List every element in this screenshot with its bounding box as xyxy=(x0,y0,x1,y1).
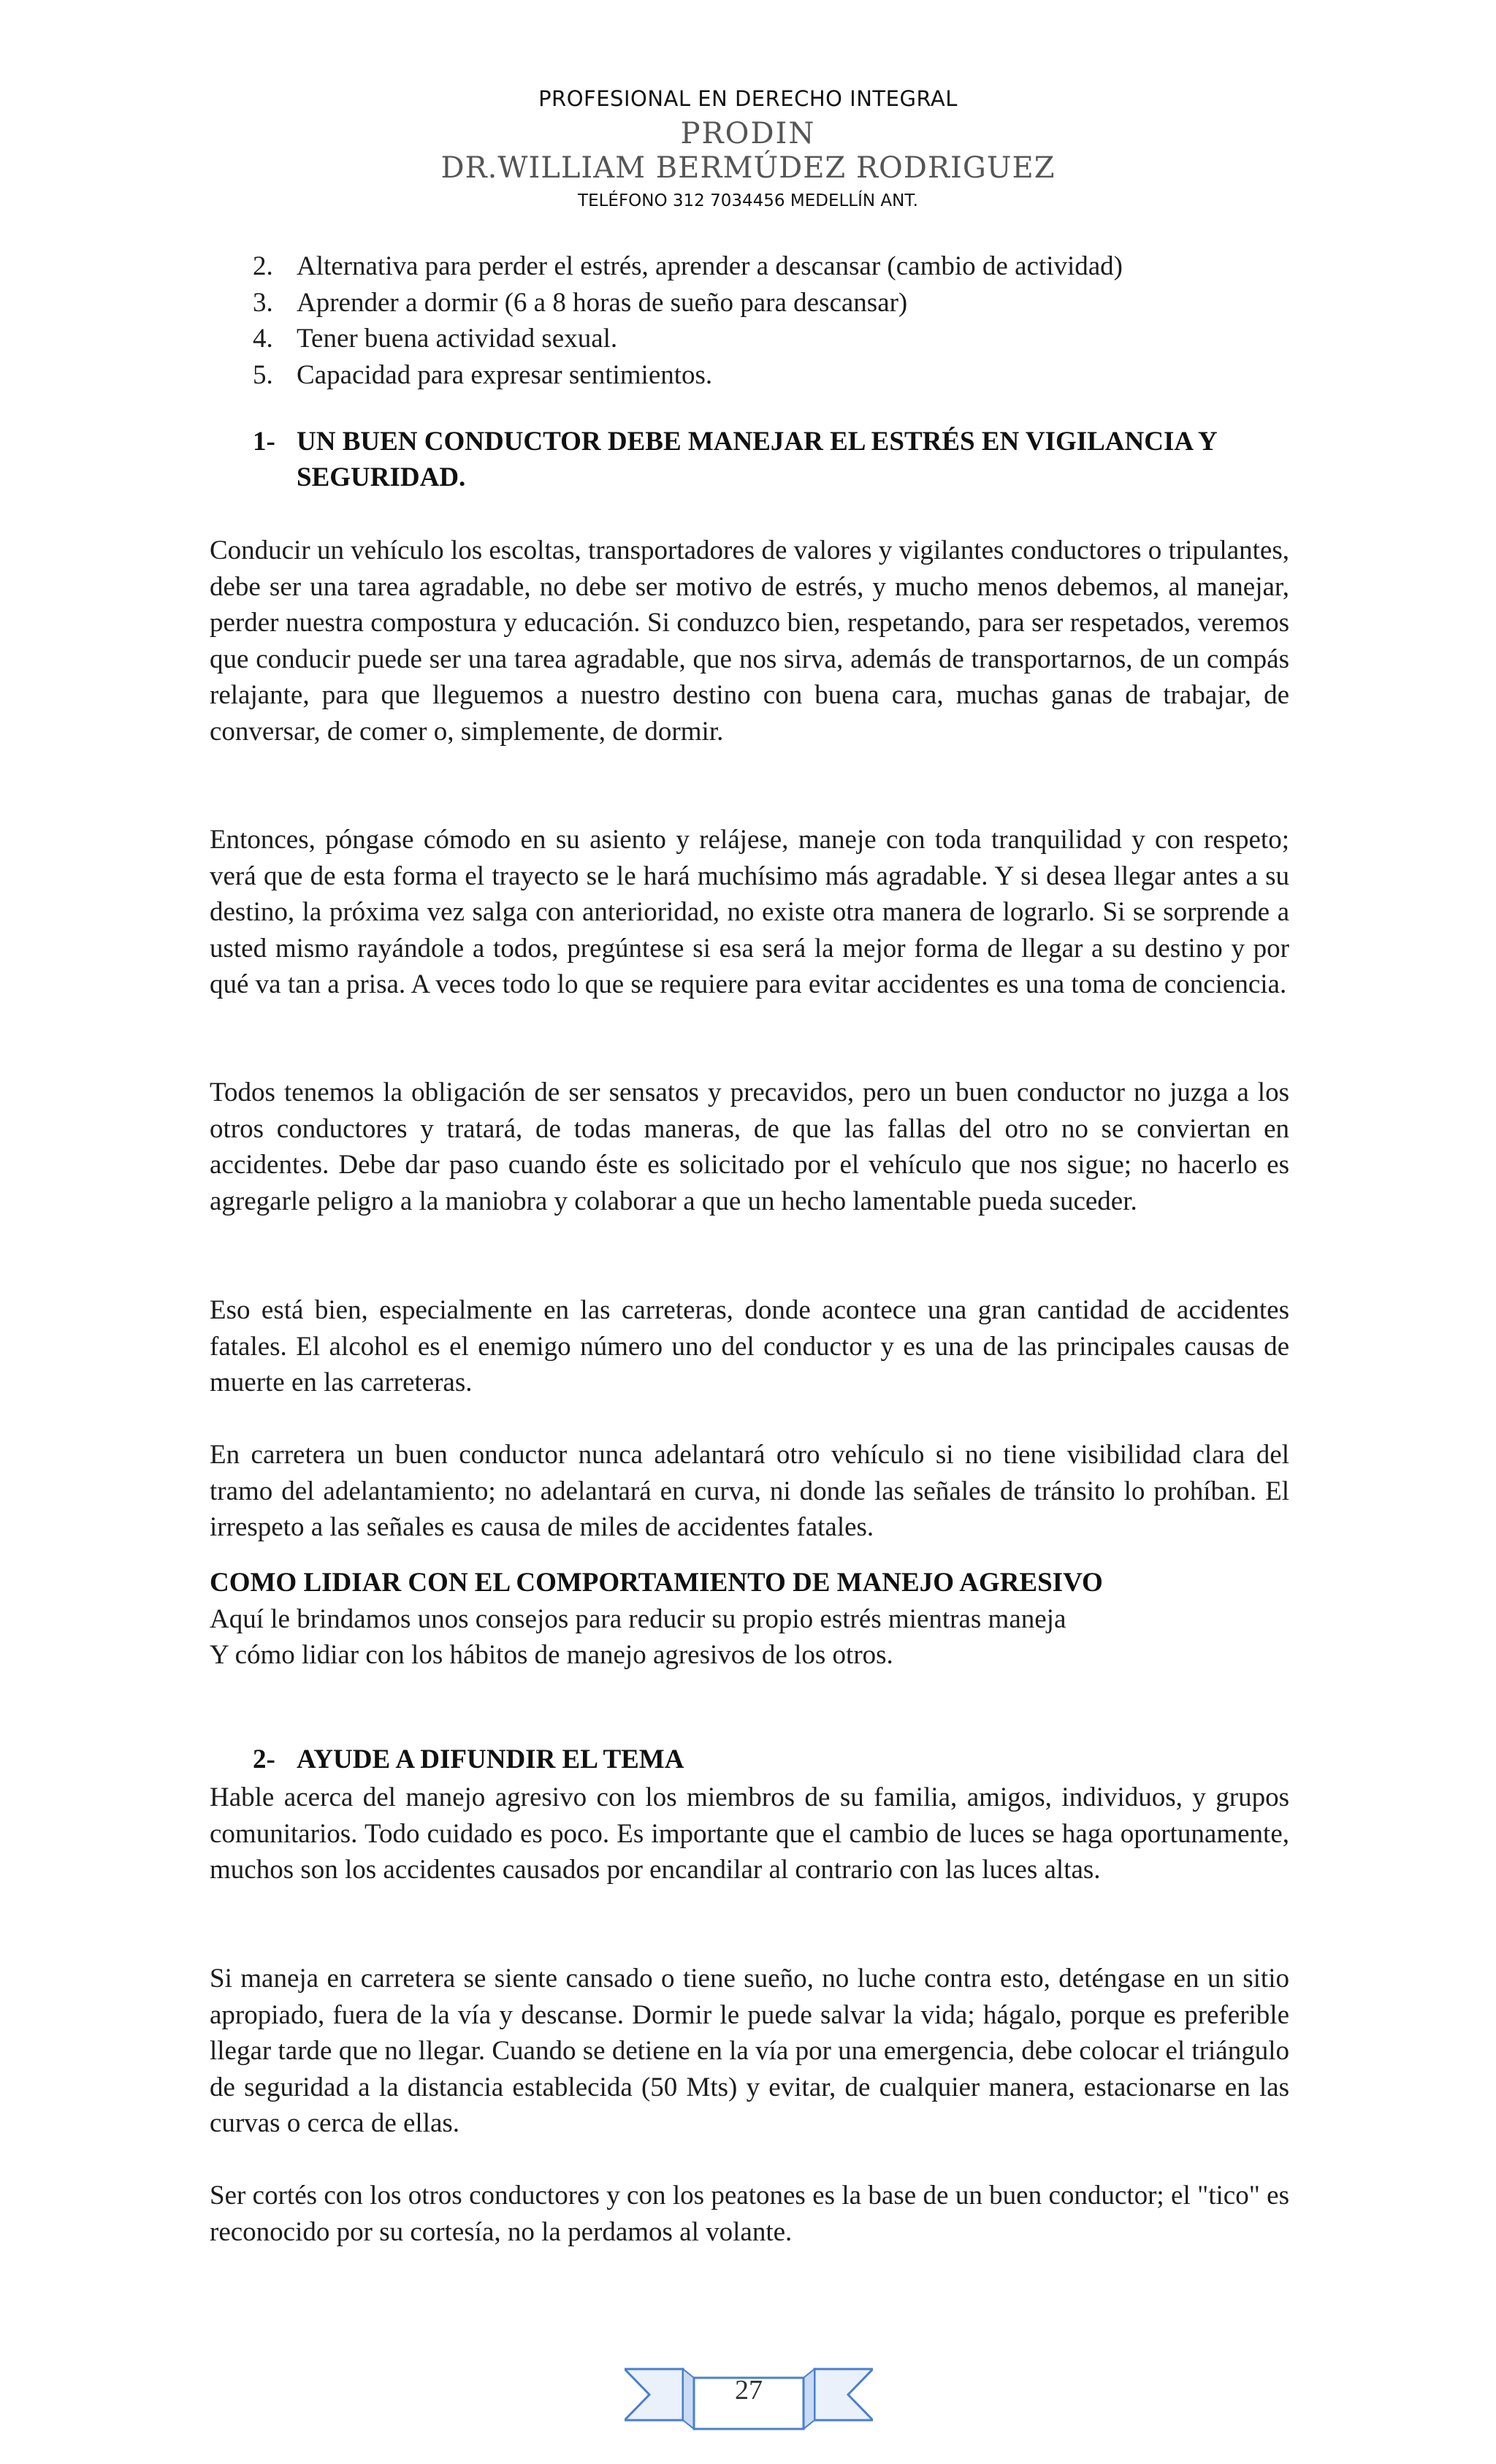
section-1-title: UN BUEN CONDUCTOR DEBE MANEJAR EL ESTRÉS EN VIGILANCIA Y SEGURIDAD. xyxy=(297,427,1217,492)
list-item-text: Tener buena actividad sexual. xyxy=(297,324,618,354)
list-item-number: 4. xyxy=(253,324,273,354)
agresivo-intro-line: Y cómo lidiar con los hábitos de manejo agresivos de los otros. xyxy=(210,1640,893,1670)
list-item xyxy=(253,357,1312,394)
list-item-number: 5. xyxy=(253,359,273,390)
section-2-number: 2- xyxy=(253,1744,275,1774)
section-2-heading xyxy=(253,1742,1290,1777)
page-number: 27 xyxy=(735,2375,763,2406)
tips-list xyxy=(253,248,1312,393)
section-1-heading xyxy=(253,424,1290,495)
paragraph: Eso está bien, especialmente en las carreteras, donde acontece una gran cantidad de accidentes fatales. El alcohol es el enemigo número uno del conductor y es una de las principales causas de muerte en las carreteras. xyxy=(210,1295,1289,1397)
paragraph: Todos tenemos la obligación de ser sensatos y precavidos, pero un buen conductor no juzga a los otros conductores y tratará, de todas maneras, de que las fallas del otro no se conviertan en accidentes. Debe dar paso cuando éste es solicitado por el vehículo que nos sigue; no hacerlo es agregarle peligro a la maniobra y colaborar a que un hecho lamentable pueda suceder. xyxy=(210,1077,1289,1216)
list-item-number: 2. xyxy=(253,251,273,281)
list-item-number: 3. xyxy=(253,287,273,318)
list-item xyxy=(253,248,1312,285)
list-item-text: Aprender a dormir (6 a 8 horas de sueño para descansar) xyxy=(297,287,908,318)
paragraph: Si maneja en carretera se siente cansado o tiene sueño, no luche contra esto, deténgase en un sitio apropiado, fuera de la vía y descanse. Dormir le puede salvar la vida; hágalo, porque es preferible llegar tarde que no llegar. Cuando se detiene en la vía por una emergencia, debe colocar el triángulo de seguridad a la distancia establecida (50 Mts) y evitar, de cualquier manera, estacionarse en las curvas o cerca de ellas. xyxy=(210,1964,1289,2138)
paragraph: Entonces, póngase cómodo en su asiento y relájese, maneje con toda tranquilidad y con respeto; verá que de esta forma el trayecto se le hará muchísimo más agradable. Y si desea llegar antes a su destino, la próxima vez salga con anterioridad, no existe otra manera de lograrlo. Si se sorprende a usted mismo rayándole a todos, pregúntese si esa será la mejor forma de llegar a su destino y por qué va tan a prisa. A veces todo lo que se requiere para evitar accidentes es una toma de conciencia. xyxy=(210,825,1289,999)
header-profession: PROFESIONAL EN DERECHO INTEGRAL xyxy=(538,86,958,111)
section-1-number: 1- xyxy=(253,427,275,457)
header-author: DR.WILLIAM BERMÚDEZ RODRIGUEZ xyxy=(440,151,1056,185)
section-2-title: AYUDE A DIFUNDIR EL TEMA xyxy=(297,1744,684,1774)
paragraph: En carretera un buen conductor nunca adelantará otro vehículo si no tiene visibilidad clara del tramo del adelantamiento; no adelantará en curva, ni donde las señales de tránsito lo prohíban. El irrespeto a las señales es causa de miles de accidentes fatales. xyxy=(210,1440,1289,1542)
paragraph: Conducir un vehículo los escoltas, transportadores de valores y vigilantes conductores o tripulantes, debe ser una tarea agradable, no debe ser motivo de estrés, y mucho menos debemos, al manejar, perder nuestra compostura y educación. Si conduzco bien, respetando, para ser respetados, veremos que conducir puede ser una tarea agradable, que nos sirva, además de transportarnos, de un compás relajante, para que lleguemos a nuestro destino con buena cara, muchas ganas de trabajar, de conversar, de comer o, simplemente, de dormir. xyxy=(210,535,1289,747)
list-item-text: Alternativa para perder el estrés, aprender a descansar (cambio de actividad) xyxy=(297,251,1123,281)
list-item-text: Capacidad para expresar sentimientos. xyxy=(297,359,713,390)
paragraph: Hable acerca del manejo agresivo con los miembros de su familia, amigos, individuos, y grupos comunitarios. Todo cuidado es poco. Es importante que el cambio de luces se haga oportunamente, muchos son los accidentes causados por encandilar al contrario con las luces altas. xyxy=(210,1782,1289,1885)
paragraph: Ser cortés con los otros conductores y con los peatones es la base de un buen conductor; el "tico" es reconocido por su cortesía, no la perdamos al volante. xyxy=(210,2181,1289,2247)
list-item xyxy=(253,321,1312,357)
agresivo-intro-line: Aquí le brindamos unos consejos para reducir su propio estrés mientras maneja xyxy=(210,1604,1066,1634)
list-item xyxy=(253,285,1312,321)
header-brand: PRODIN xyxy=(680,117,816,150)
header-contact: TELÉFONO 312 7034456 MEDELLÍN ANT. xyxy=(578,191,918,210)
agresivo-heading: COMO LIDIAR CON EL COMPORTAMIENTO DE MANEJO AGRESIVO xyxy=(210,1568,1103,1598)
